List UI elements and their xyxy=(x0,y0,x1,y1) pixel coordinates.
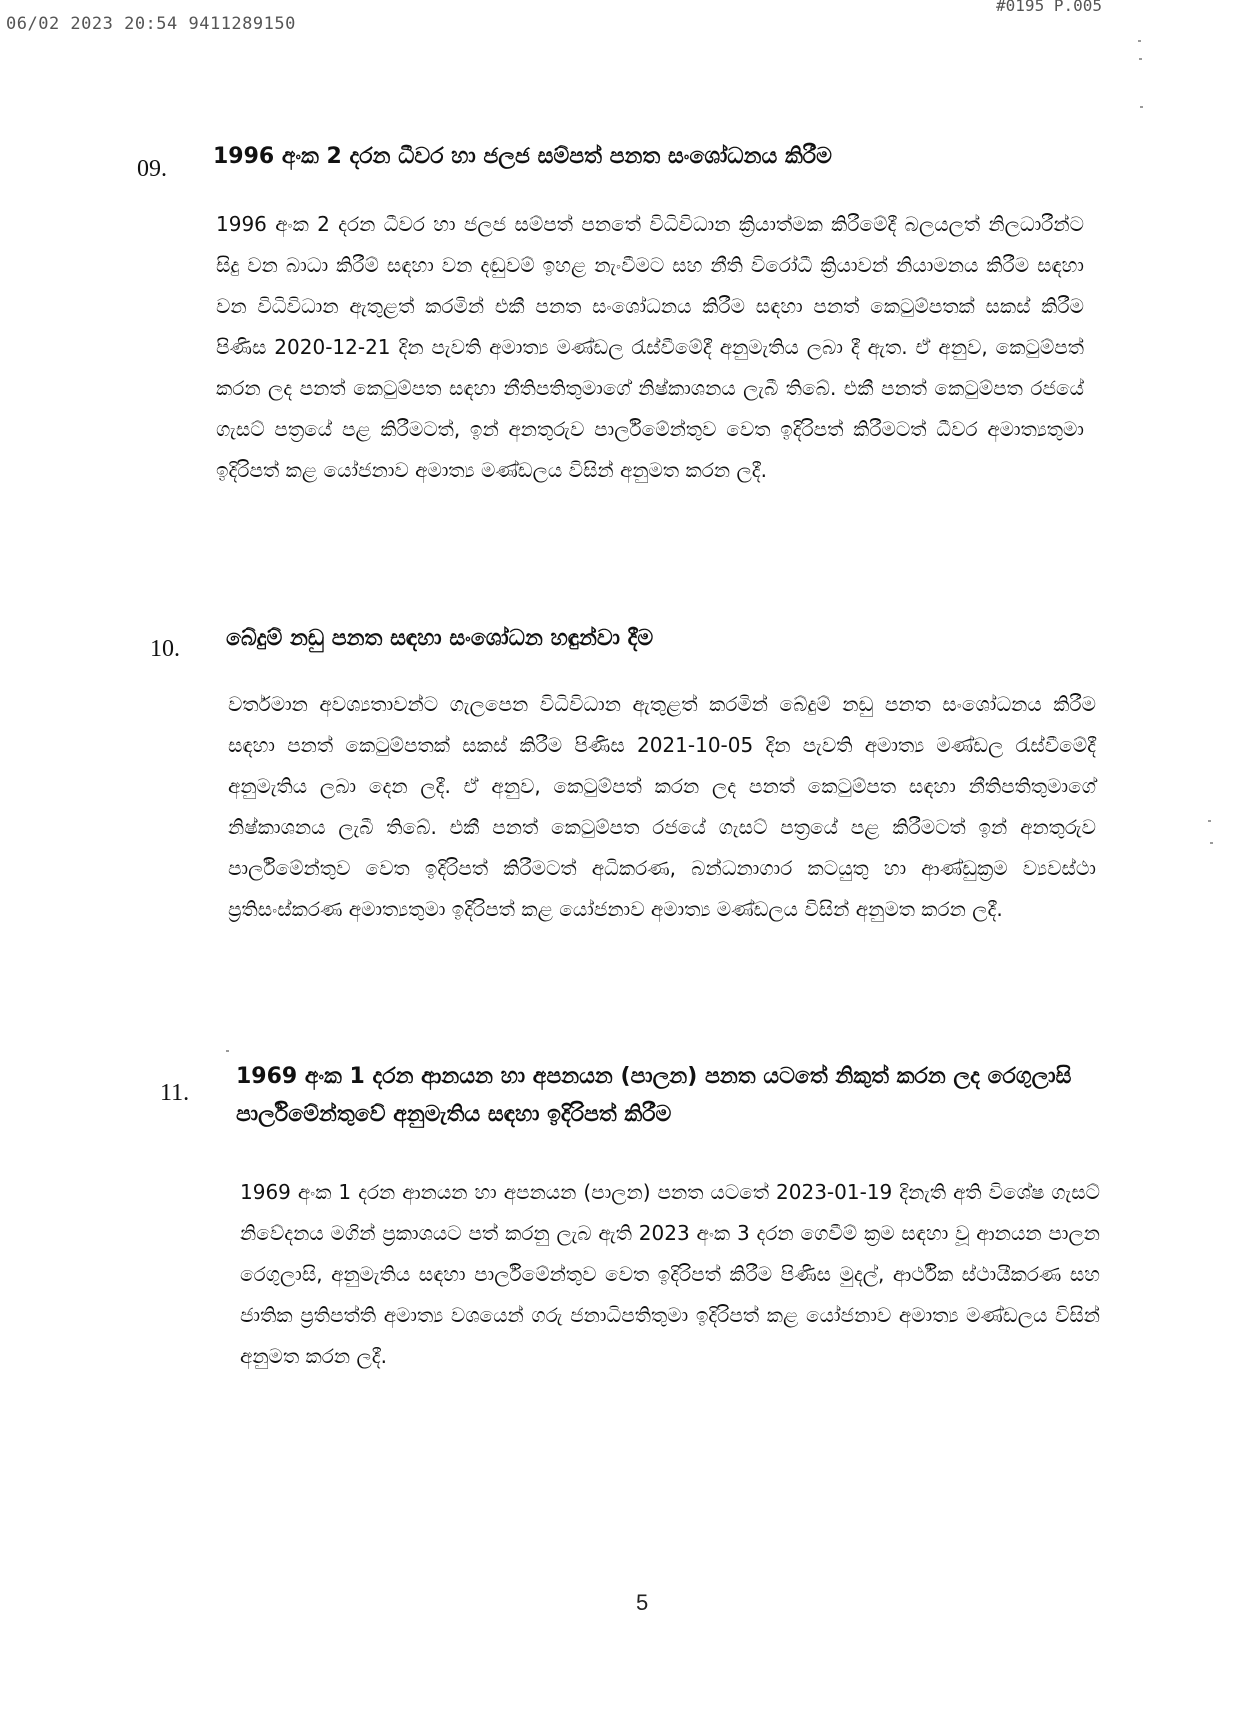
section-title: 1969 අංක 1 දරන ආනයන හා අපනයන (පාලන) පනත යටතේ නිකුත් කරන ලද රෙගුලාසි පාර්ලිමේන්තුවේ අනුමැතිය සඳහා ඉදිරිපත් කිරීම xyxy=(236,1064,1072,1127)
scan-speck xyxy=(226,1050,229,1052)
section-number: 10. xyxy=(150,636,180,662)
section-number: 09. xyxy=(137,156,167,182)
section-number: 11. xyxy=(160,1080,190,1106)
section-body: 1969 අංක 1 දරන ආනයන හා අපනයන (පාලන) පනත යටතේ 2023-01-19 දිනැති අති විශේෂ ගැසට් නිවේදනය මගින් ප්‍රකාශයට පත් කරනු ලැබ ඇති 2023 අංක 3 දරන ගෙවීම් ක්‍රම සඳහා වූ ආනයන පාලන රෙගුලාසි, අනුමැතිය සඳහා පාර්ලිමේන්තුව වෙත ඉදිරිපත් කිරීම පිණිස මුදල්, ආර්ථික ස්ථායීකරණ සහ ජාතික ප්‍රතිපත්ති අමාත්‍ය වශයෙන් ගරු ජනාධිපතිතුමා ඉදිරිපත් කළ යෝජනාව අමාත්‍ය මණ්ඩලය විසින් අනුමත කරන ලදී. xyxy=(240,1180,1100,1368)
scan-speck xyxy=(1208,820,1211,822)
section-title: 1996 අංක 2 දරන ධීවර හා ජලජ සම්පත් පනත සංශෝධනය කිරීම xyxy=(213,144,832,169)
scan-speck xyxy=(1140,106,1143,108)
section-body: වර්තමාන අවශ්‍යතාවන්ට ගැලපෙන විධිවිධාන ඇතුළත් කරමින් බේදුම් නඩු පනත සංශෝධනය කිරීම සඳහා පනත් කෙටුම්පතක් සකස් කිරීම පිණිස 2021-10-05 දින පැවති අමාත්‍ය මණ්ඩල රැස්වීමේදී අනුමැතිය ලබා දෙන ලදී. ඒ අනුව, කෙටුම්පත් කරන ලද පනත් කෙටුම්පත සඳහා නීතිපතිතුමාගේ නිෂ්කාශනය ලැබී තිබේ. එකී පනත් කෙටුම්පත රජයේ ගැසට් පත්‍රයේ පළ කිරීමටත් ඉන් අනතුරුව පාර්ලිමේන්තුව වෙත ඉදිරිපත් කිරීමටත් අධිකරණ, බන්ධනාගාර කටයුතු හා ආණ්ඩුක්‍රම ව්‍යවස්ථා ප්‍රතිසංස්කරණ අමාත්‍යතුමා ඉදිරිපත් කළ යෝජනාව අමාත්‍ය මණ්ඩලය විසින් අනුමත කරන ලදී. xyxy=(228,692,1096,921)
fax-header-left: 06/02 2023 20:54 9411289150 xyxy=(6,14,296,34)
page-number: 5 xyxy=(636,1590,649,1615)
fax-header-right: #0195 P.005 xyxy=(996,0,1102,15)
section-title: බේදුම් නඩු පනත සඳහා සංශෝධන හඳුන්වා දීම xyxy=(226,626,654,651)
scan-speck xyxy=(1139,58,1142,60)
scan-speck xyxy=(1210,842,1213,844)
section-body: 1996 අංක 2 දරන ධීවර හා ජලජ සම්පත් පනතේ විධිවිධාන ක්‍රියාත්මක කිරීමේදී බලයලත් නිලධාරීන්ට සිදු වන බාධා කිරීම් සඳහා වන දඬුවම් ඉහළ නැංවීමට සහ නීති විරෝධී ක්‍රියාවන් නියාමනය කිරීම සඳහා වන විධිවිධාන ඇතුළත් කරමින් එකී පනත සංශෝධනය කිරීම සඳහා පනත් කෙටුම්පතක් සකස් කිරීම පිණිස 2020-12-21 දින පැවති අමාත්‍ය මණ්ඩල රැස්වීමේදී අනුමැතිය ලබා දී ඇත. ඒ අනුව, කෙටුම්පත් කරන ලද පනත් කෙටුම්පත සඳහා නීතිපතිතුමාගේ නිෂ්කාශනය ලැබී තිබේ. එකී පනත් කෙටුම්පත රජයේ ගැසට් පත්‍රයේ පළ කිරීමටත්, ඉන් අනතුරුව පාර්ලිමේන්තුව වෙත ඉදිරිපත් කිරීමටත් ධීවර අමාත්‍යතුමා ඉදිරිපත් කළ යෝජනාව අමාත්‍ය මණ්ඩලය විසින් අනුමත කරන ලදී. xyxy=(216,212,1084,482)
scan-speck xyxy=(1138,40,1141,42)
